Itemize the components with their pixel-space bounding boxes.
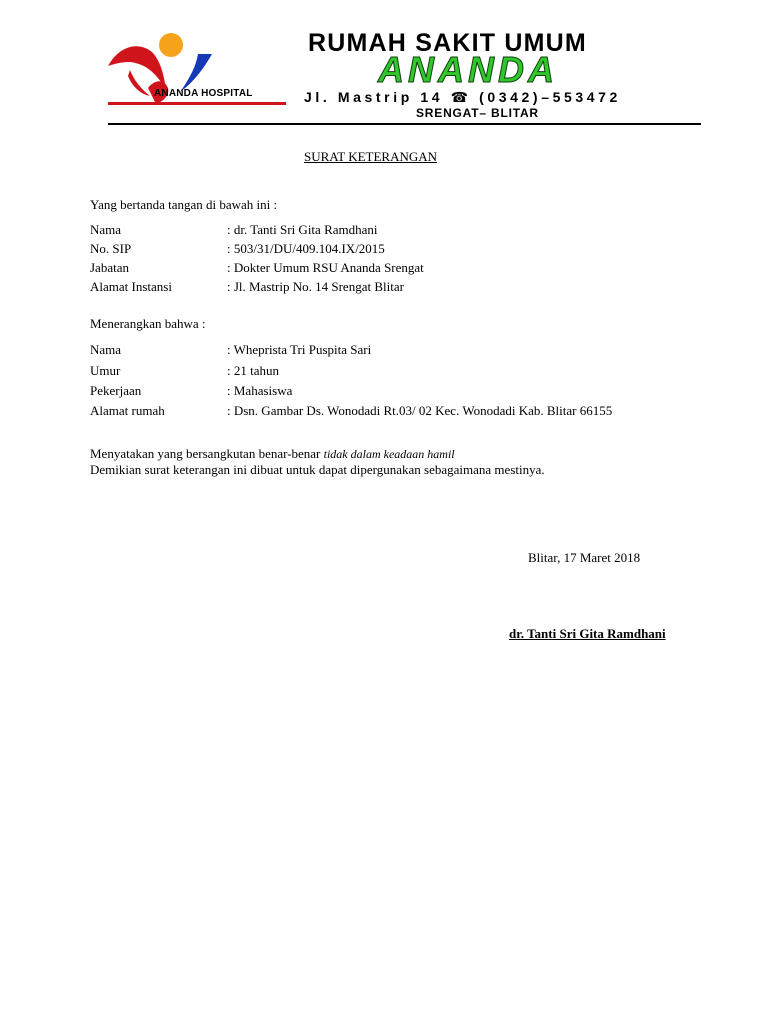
letterhead-address: Jl. Mastrip 14 ☎ (0342)–553472	[304, 89, 621, 105]
place-date: Blitar, 17 Maret 2018	[528, 550, 641, 565]
patient-label: Nama	[90, 342, 122, 357]
signer-value: : dr. Tanti Sri Gita Ramdhani	[227, 222, 378, 237]
patient-value: : 21 tahun	[227, 363, 279, 378]
logo-blue-swoosh	[180, 54, 212, 92]
letterhead-city: SRENGAT– BLITAR	[416, 106, 539, 120]
signer-label: Jabatan	[90, 260, 129, 275]
letterhead-rule	[108, 123, 701, 125]
signer-label: Alamat Instansi	[90, 279, 172, 294]
intro-text: Yang bertanda tangan di bawah ini :	[90, 197, 278, 212]
signer-label: Nama	[90, 222, 122, 237]
patient-label: Alamat rumah	[90, 403, 165, 418]
logo-red-tail	[128, 70, 150, 96]
patient-label: Pekerjaan	[90, 383, 142, 398]
statement-prefix: Menyatakan yang bersangkutan benar-benar	[90, 446, 324, 461]
signer-value: : Dokter Umum RSU Ananda Srengat	[227, 260, 424, 275]
signature-name: dr. Tanti Sri Gita Ramdhani	[509, 626, 666, 641]
explains-text: Menerangkan bahwa :	[90, 316, 206, 331]
document-title: SURAT KETERANGAN	[304, 149, 438, 164]
signer-value: : Jl. Mastrip No. 14 Srengat Blitar	[227, 279, 404, 294]
patient-value: : Mahasiswa	[227, 383, 293, 398]
logo-underline	[108, 102, 286, 105]
signer-label: No. SIP	[90, 241, 132, 256]
logo-orange-dot	[159, 33, 183, 57]
patient-label: Umur	[90, 363, 121, 378]
statement-text	[90, 446, 455, 462]
letterhead-title: RUMAH SAKIT UMUM	[308, 29, 587, 57]
letterhead-name: ANANDA	[378, 49, 558, 90]
patient-value: : Dsn. Gambar Ds. Wonodadi Rt.03/ 02 Kec. Wonodadi Kab. Blitar 66155	[227, 403, 613, 418]
closing-text: Demikian surat keterangan ini dibuat untuk dapat dipergunakan sebagaimana mestinya.	[90, 462, 545, 477]
signer-value: : 503/31/DU/409.104.IX/2015	[227, 241, 385, 256]
patient-value: : Wheprista Tri Puspita Sari	[227, 342, 372, 357]
logo-text: ANANDA HOSPITAL	[154, 88, 253, 99]
statement-italic: tidak dalam keadaan hamil	[323, 447, 455, 461]
